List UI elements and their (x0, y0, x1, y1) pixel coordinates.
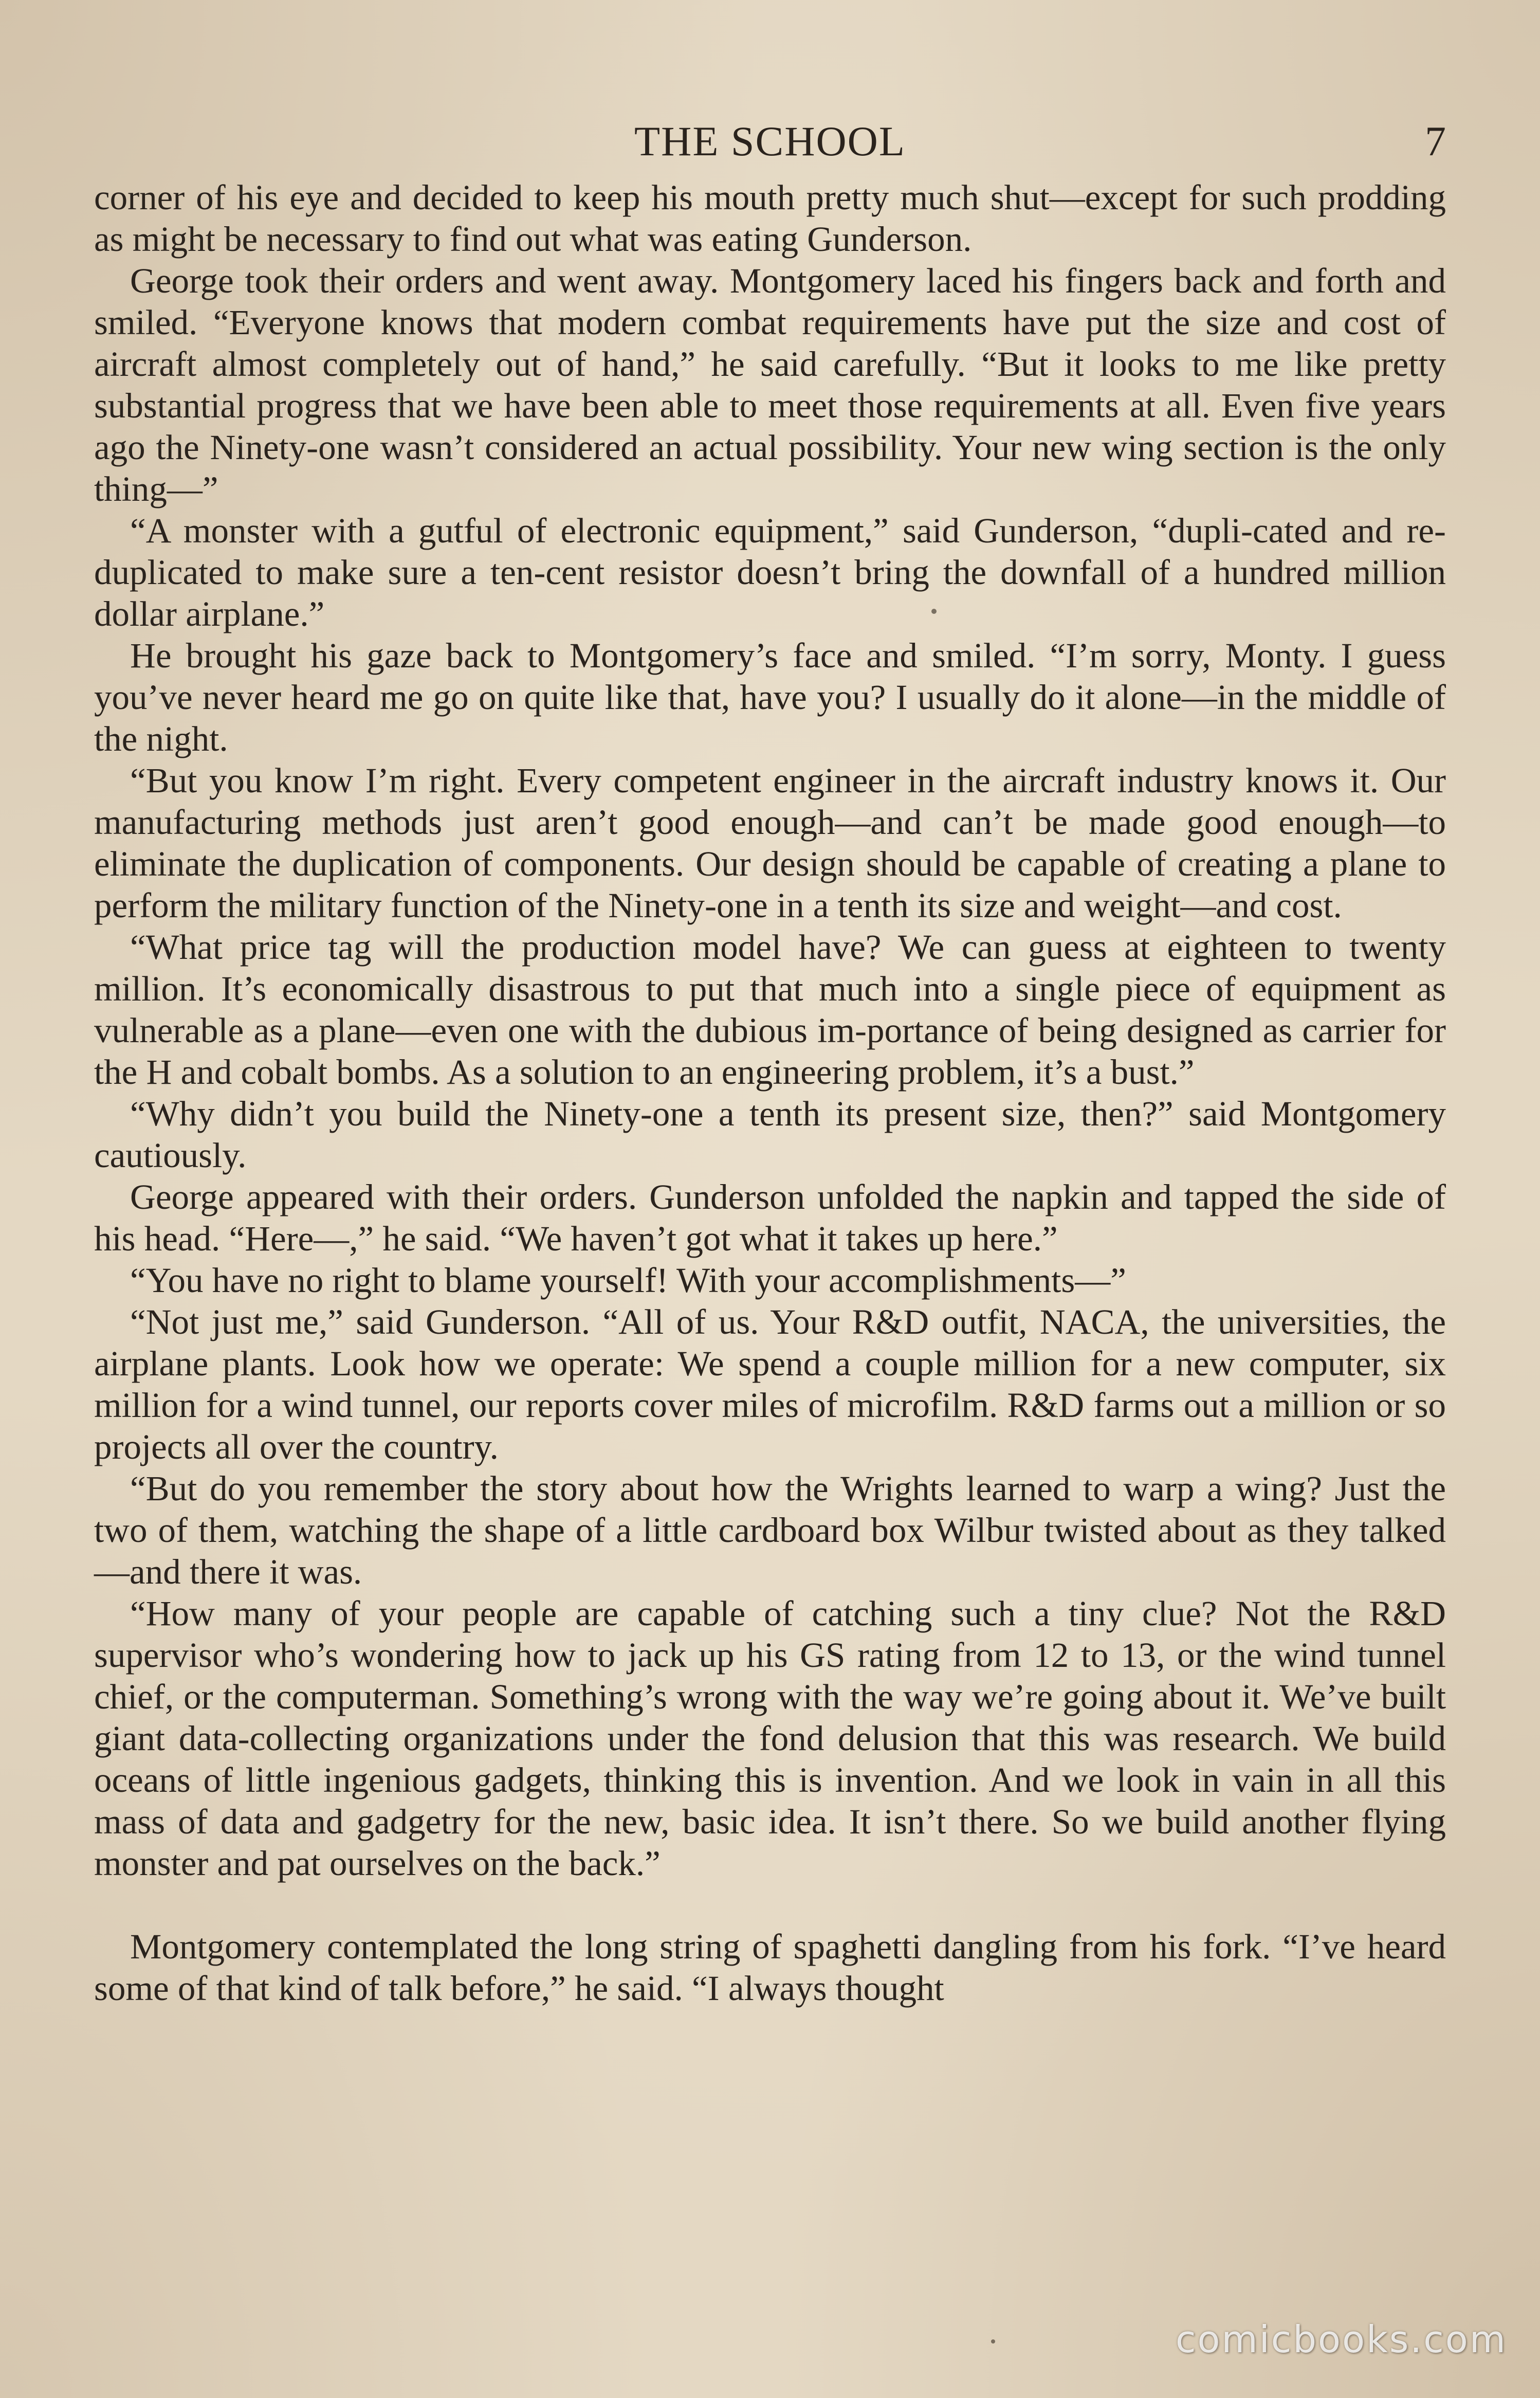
paragraph: “A monster with a gutful of electronic equipment,” said Gunderson, “dupli-cated and re-duplicated to make sure a ten-cent resistor doesn’t bring the downfall of a hundred million dollar airplane.” (94, 511, 1446, 633)
paragraph: George appeared with their orders. Gunderson unfolded the napkin and tapped the side of his head. “Here—,” he said. “We haven’t got what it takes up here.” (94, 1177, 1446, 1258)
paragraph: He brought his gaze back to Montgomery’s face and smiled. “I’m sorry, Monty. I guess you’ve never heard me go on quite like that, have you? I usually do it alone—in the middle of the night. (94, 636, 1446, 758)
paragraph: “But you know I’m right. Every competent engineer in the aircraft industry knows it. Our manufacturing methods just aren’t good enough—and can’t be made good enough—to eliminate the duplication of components. Our design should be capable of creating a plane to perform the military function of the Ninety-one in a tenth its size and weight—and cost. (94, 761, 1446, 925)
watermark: comicbooks.com (1175, 2318, 1507, 2361)
paragraph: “Not just me,” said Gunderson. “All of us. Your R&D outfit, NACA, the universities, the airplane plants. Look how we operate: We spend a couple million for a new computer, six million for a wind tunnel, our reports cover miles of microfilm. R&D farms out a million or so projects all over the country. (94, 1302, 1446, 1466)
paragraph: “But do you remember the story about how the Wrights learned to warp a wing? Just the two of them, watching the shape of a little cardboard box Wilbur twisted about as they talked—and there it was. (94, 1469, 1446, 1591)
page-content (94, 113, 1446, 2324)
paper-speck (931, 609, 937, 614)
paragraph: Montgomery contemplated the long string of spaghetti dangling from his fork. “I’ve heard some of that kind of talk before,” he said. “I always thought (94, 1927, 1446, 2008)
paragraph: George took their orders and went away. Montgomery laced his fingers back and forth and smiled. “Everyone knows that modern combat requirements have put the size and cost of aircraft almost completely out of hand,” he said carefully. “But it looks to me like pretty substantial progress that we have been able to meet those requirements at all. Even five years ago the Ninety-one wasn’t considered an actual possibility. Your new wing section is the only thing—” (94, 261, 1446, 508)
paragraph: “How many of your people are capable of catching such a tiny clue? Not the R&D supervisor who’s wondering how to jack up his GS rating from 12 to 13, or the wind tunnel chief, or the computerman. Something’s wrong with the way we’re going about it. We’ve built giant data-collecting organizations under the fond delusion that this was research. We build oceans of little ingenious gadgets, thinking this is invention. And we look in vain in all this mass of data and gadgetry for the new, basic idea. It isn’t there. So we build another flying monster and pat ourselves on the back.” (94, 1594, 1446, 1883)
paragraph: corner of his eye and decided to keep his mouth pretty much shut—except for such prodding as might be necessary to find out what was eating Gunderson. (94, 178, 1446, 259)
page-number: 7 (1425, 118, 1446, 165)
paragraph: “What price tag will the production model have? We can guess at eighteen to twenty million. It’s economically disastrous to put that much into a single piece of equipment as vulnerable as a plane—even one with the dubious im-portance of being designed as carrier for the H and cobalt bombs. As a solution to an engineering problem, it’s a bust.” (94, 928, 1446, 1092)
running-head (94, 113, 1446, 175)
paragraph: “Why didn’t you build the Ninety-one a tenth its present size, then?” said Montgomery cautiously. (94, 1094, 1446, 1175)
paper-speck (991, 2339, 995, 2344)
body-text (94, 177, 1446, 2009)
paragraph: “You have no right to blame yourself! With your accomplishments—” (130, 1261, 1126, 1300)
running-title: THE SCHOOL (634, 118, 906, 165)
